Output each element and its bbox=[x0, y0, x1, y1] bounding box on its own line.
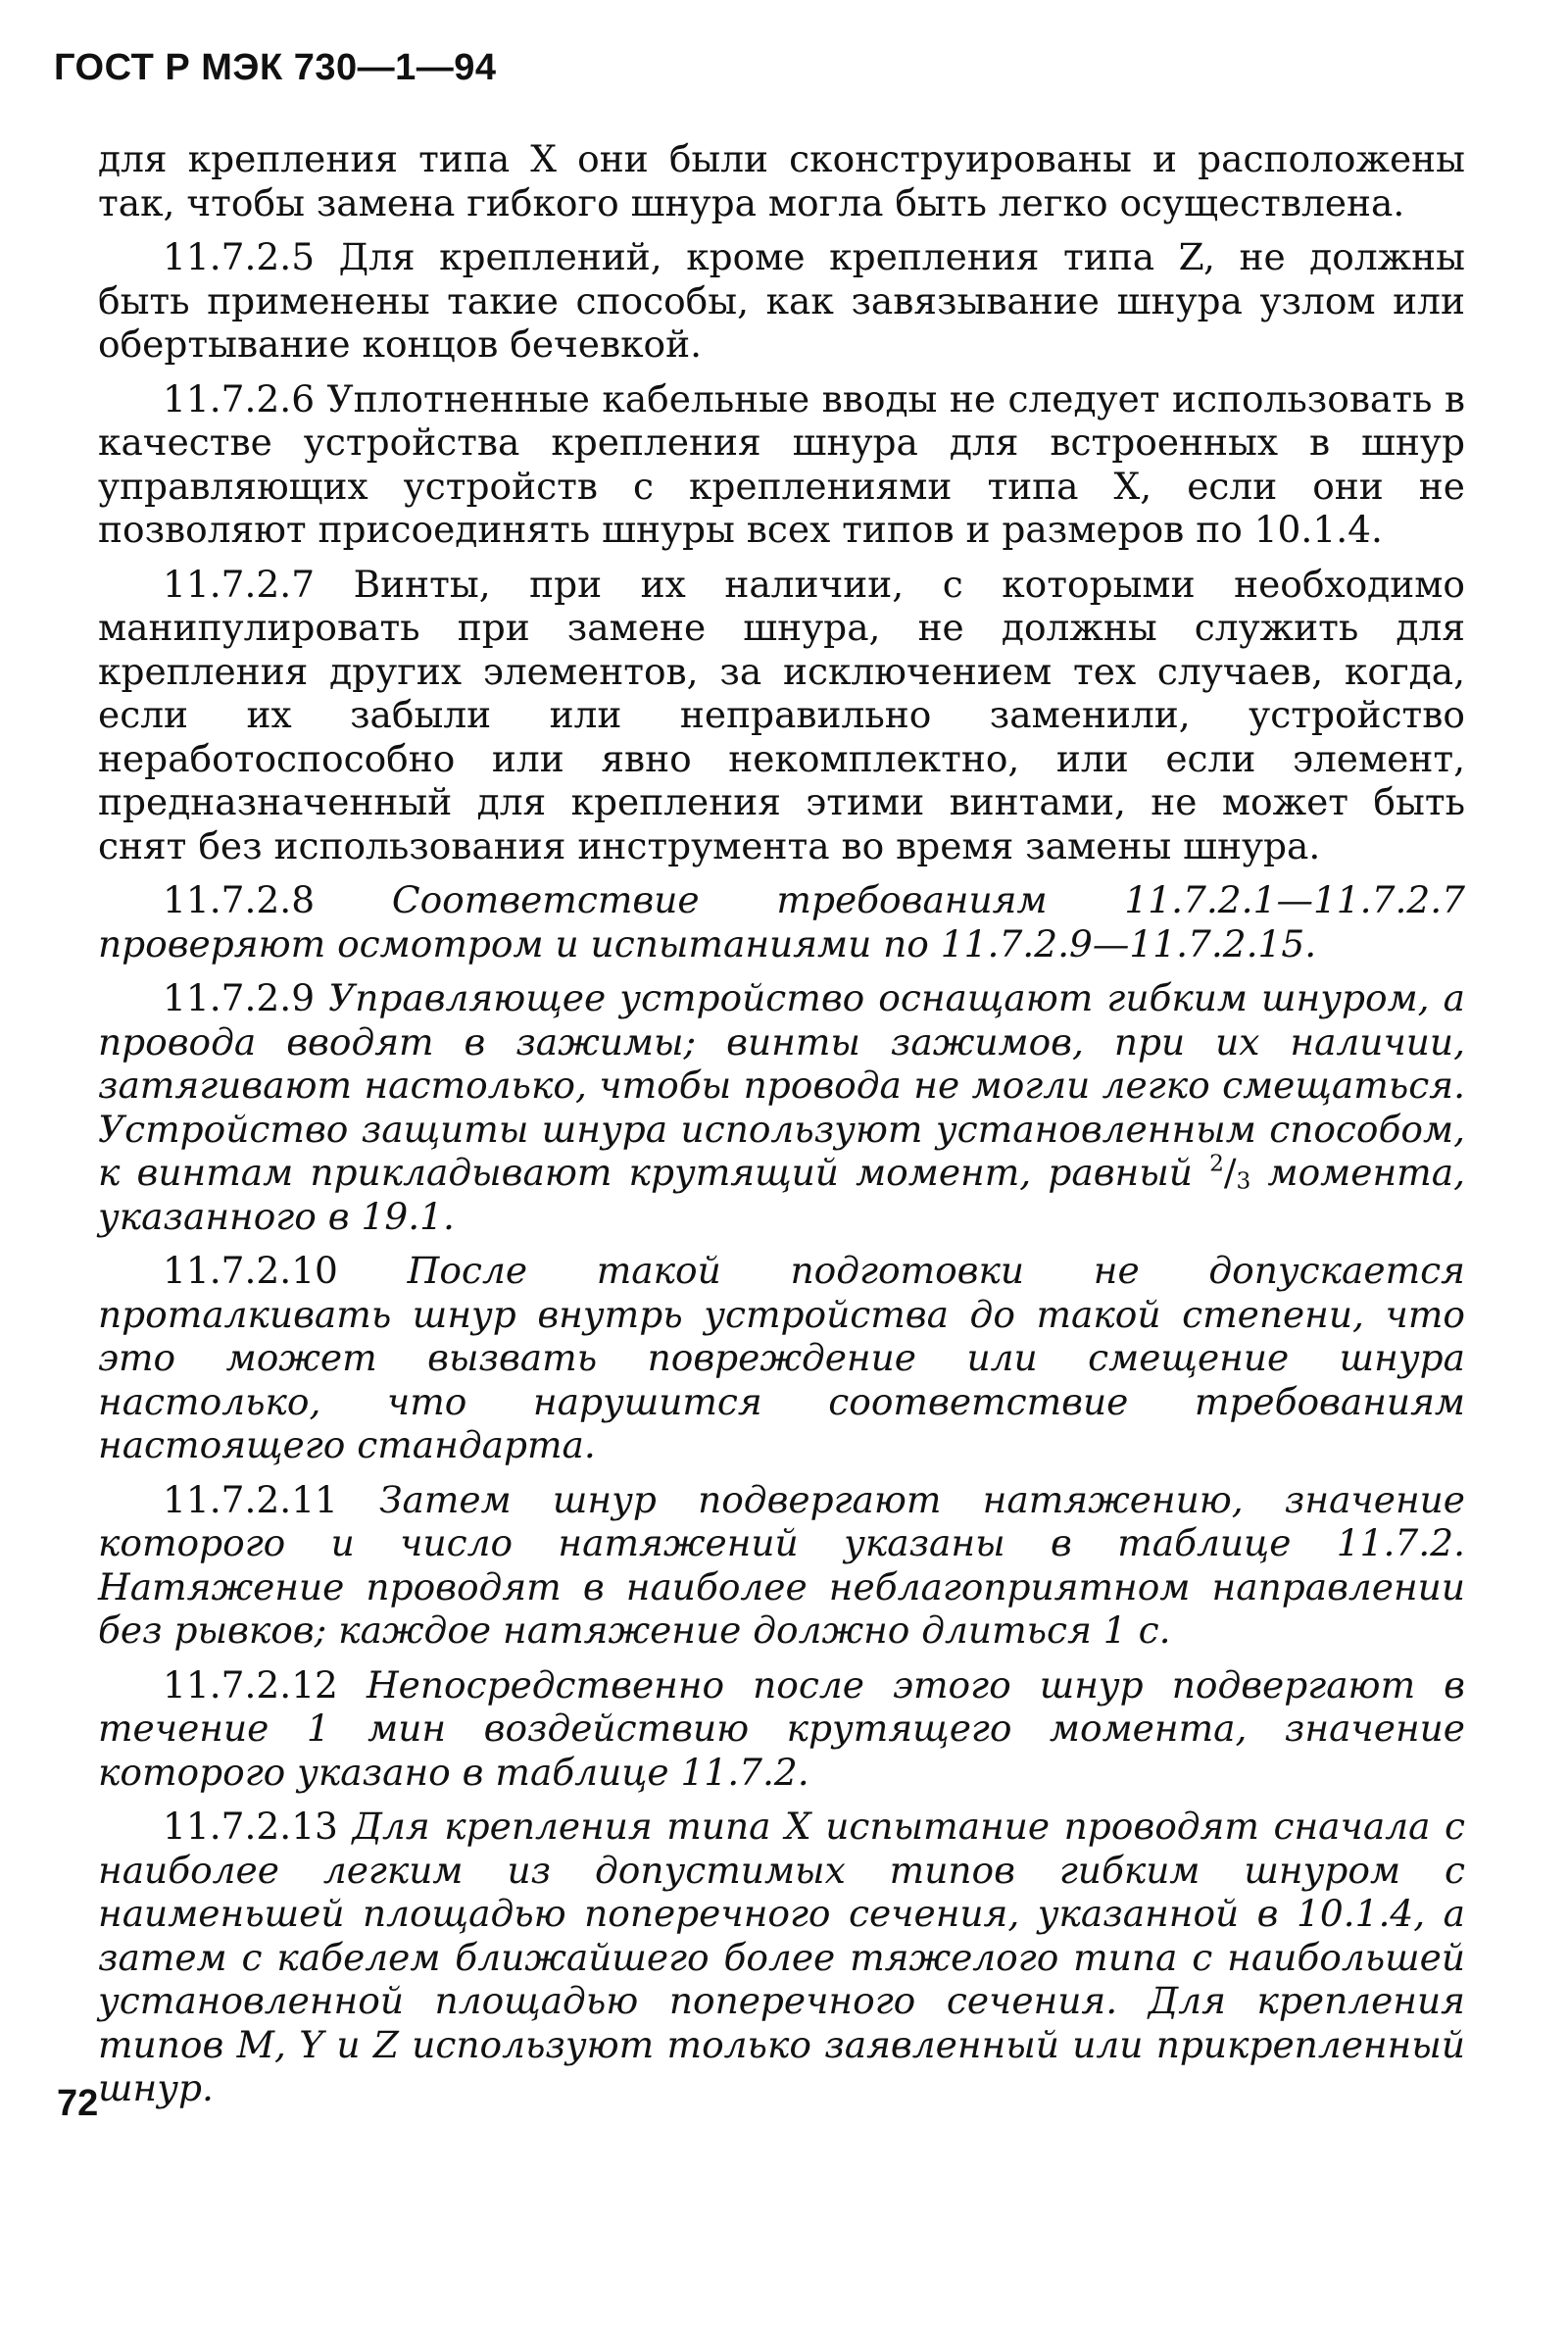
fraction-denominator: 3 bbox=[1236, 1167, 1251, 1195]
paragraph-number: 11.7.2.8 bbox=[163, 878, 316, 921]
paragraph-number: 11.7.2.5 bbox=[163, 235, 316, 278]
paragraph-text: Непосредственно после этого шнур подвергают в течение 1 мин воздействию крутящего момента, значение которого указано в таблице 11.7.2. bbox=[98, 1662, 1465, 1794]
paragraph-11-7-2-10 bbox=[98, 1249, 1465, 1467]
paragraph-11-7-2-12 bbox=[98, 1663, 1465, 1795]
paragraph-11-7-2-13 bbox=[98, 1805, 1465, 2110]
paragraph-number: 11.7.2.10 bbox=[163, 1249, 338, 1292]
page-number: 72 bbox=[57, 2083, 99, 2124]
paragraph-number: 11.7.2.11 bbox=[163, 1477, 338, 1521]
paragraph-text: Для креплений, кроме крепления типа Z, не должны быть применены такие способы, как завязывание шнура узлом или обертывание концов бечевкой. bbox=[98, 235, 1465, 366]
paragraph-text: После такой подготовки не допускается проталкивать шнур внутрь устройства до такой степени, что это может вызвать повреждение или смещение шнура настолько, что нарушится соответствие требованиям настоящего стандарта. bbox=[98, 1249, 1465, 1466]
page-header: ГОСТ Р МЭК 730—1—94 bbox=[54, 47, 497, 88]
paragraph-number: 11.7.2.7 bbox=[163, 562, 316, 606]
paragraph-number: 11.7.2.13 bbox=[163, 1805, 338, 1848]
paragraph-text: Для крепления типа X испытание проводят сначала с наиболее легким из допустимых типов гибким шнуром с наименьшей площадью поперечного сечения, указанной в 10.1.4, а затем с кабелем ближайшего более тяжелого типа с наибольшей установленной площадью поперечного сечения. Для крепления типов M, Y и Z используют только заявленный или прикрепленный шнур. bbox=[98, 1805, 1465, 2109]
paragraph-11-7-2-5 bbox=[98, 235, 1465, 367]
paragraph-text: Управляющее устройство оснащают гибким шнуром, а провода вводят в зажимы; винты зажимов, при их наличии, затягивают настолько, чтобы провода не могли легко смещаться. Устройство защиты шнура используют установленным способом, к винтам прикладывают крутящий момент, равный bbox=[98, 976, 1465, 1194]
paragraph-number: 11.7.2.12 bbox=[163, 1662, 338, 1707]
paragraph-11-7-2-8 bbox=[98, 878, 1465, 965]
paragraph-11-7-2-11 bbox=[98, 1478, 1465, 1653]
paragraph-number: 11.7.2.6 bbox=[163, 376, 316, 420]
paragraph-text: Уплотненные кабельные вводы не следует использовать в качестве устройства крепления шнура для встроенных в шнур управляющих устройств с креплениями типа X, если они не позволяют присоединять шнуры всех типов и размеров по 10.1.4. bbox=[98, 376, 1465, 551]
paragraph-continuation bbox=[98, 137, 1465, 224]
paragraph-11-7-2-7 bbox=[98, 563, 1465, 868]
paragraph-text: Соответствие требованиям 11.7.2.1—11.7.2.7 проверяют осмотром и испытаниями по 11.7.2.9—11.7.2.15. bbox=[98, 878, 1465, 965]
paragraph-text: Винты, при их наличии, с которыми необходимо манипулировать при замене шнура, не должны служить для крепления других элементов, за исключением тех случаев, когда, если их забыли или неправильно заменили, устройство неработоспособно или явно некомплектно, или если элемент, предназначенный для крепления этими винтами, не может быть снят без использования инструмента во время замены шнура. bbox=[98, 562, 1465, 867]
paragraph-number: 11.7.2.9 bbox=[163, 976, 316, 1019]
paragraph-11-7-2-9: 11.7.2.9 Управляющее устройство оснащают гибким шнуром, а провода вводят в зажимы; винты зажимов, при их наличии, затягивают настолько, чтобы провода не могли легко смещаться. Устройство защиты шнура используют установленным способом, к винтам прикладывают крутящий момент, равный $^2/_3$ момента, указанного в 19.1. bbox=[98, 976, 1465, 1238]
paragraph-text-tail: момента, указанного в 19.1. bbox=[98, 1151, 1465, 1238]
document-body bbox=[98, 137, 1465, 2121]
paragraph-text: Затем шнур подвергают натяжению, значение которого и число натяжений указаны в таблице 11.7.2. Натяжение проводят в наиболее неблагоприятном направлении без рывков; каждое натяжение должно длиться 1 с. bbox=[98, 1477, 1465, 1652]
fraction-numerator: 2 bbox=[1209, 1150, 1224, 1177]
paragraph-11-7-2-6 bbox=[98, 377, 1465, 552]
paragraph-text: для крепления типа X они были сконструированы и расположены так, чтобы замена гибкого шнура могла быть легко осуществлена. bbox=[98, 137, 1465, 224]
